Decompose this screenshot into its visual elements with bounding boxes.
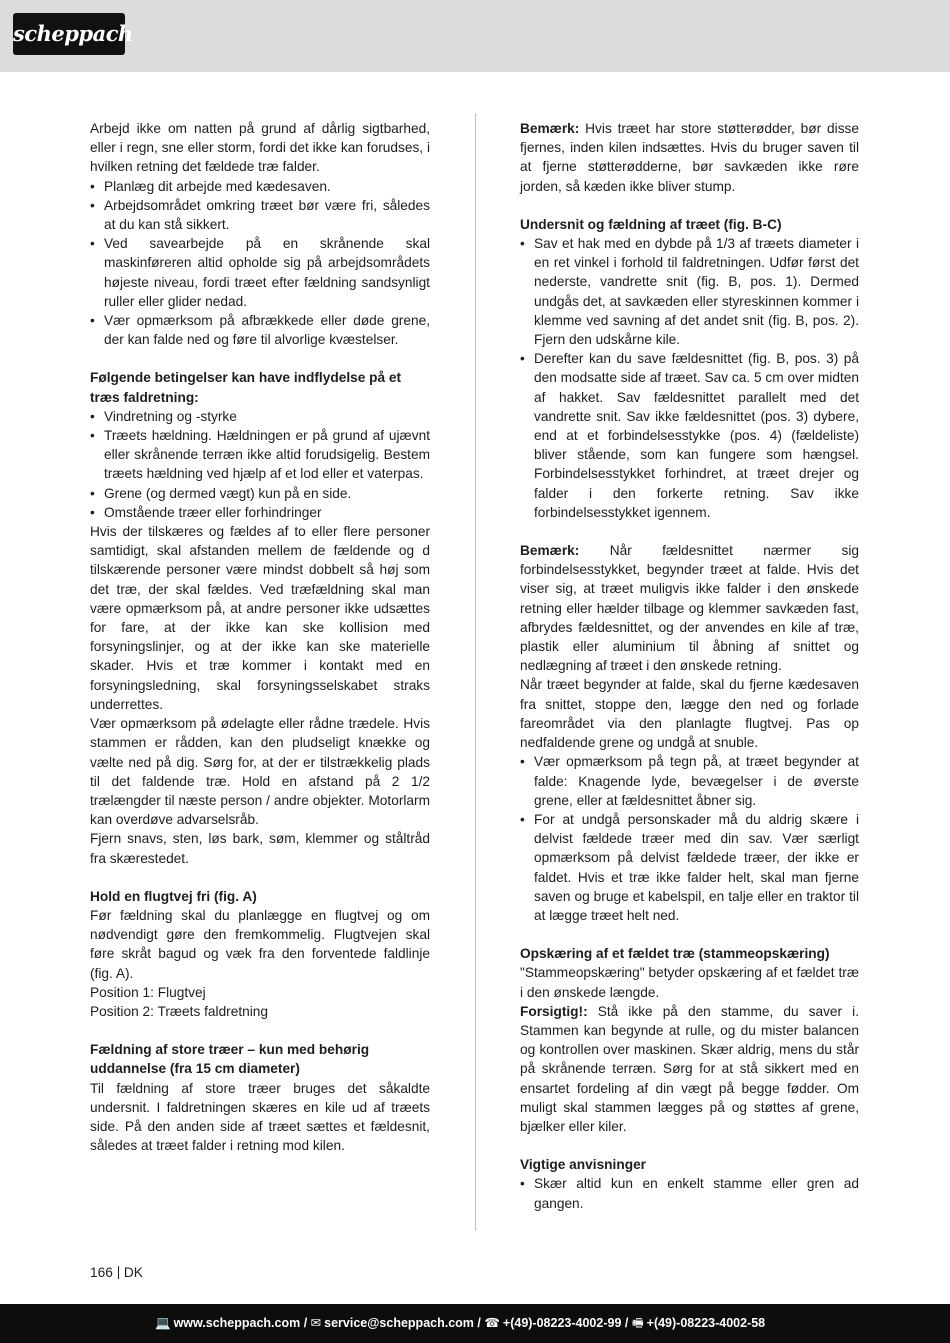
page-language: DK xyxy=(123,1265,143,1280)
conditions-paragraph: Hvis der tilskæres og fældes af to eller flere personer samtidigt, skal afstanden mellem de fældende og d tilskærende personer være mindst dobbelt så høj som det træ, der skal fældes. Ved træfældning skal man være opmærksom på, at andre personer ikke udsættes for fare, at der ikke kan ske kollision med forsyningslinjer, og at der ikke kan ske materielle skader. Hvis et træ kommer i kontakt med en forsyningsledning, skal forsyningsselskabet straks underrettes. xyxy=(90,524,430,712)
list-item: • Grene (og dermed vægt) kun på en side. xyxy=(90,484,430,503)
important-heading: Vigtige anvisninger xyxy=(520,1157,647,1173)
column-divider xyxy=(475,113,476,1231)
conditions-paragraph: Vær opmærksom på ødelagte eller rådne trædele. Hvis stammen er rådden, kan den pludseligt knække og vælte ned på dig. Sørg for, at der er tilstrækkelig plads til det faldende træ. Hold en afstand på 2 1/2 trælængder til næste person / andre objekter. Motorlarm kan overdøve advarselsråb. xyxy=(90,716,430,828)
caution-paragraph xyxy=(520,1002,859,1136)
conditions-bullet-list xyxy=(90,407,430,522)
page-number-separator xyxy=(118,1266,119,1279)
note-label: Bemærk: xyxy=(520,121,580,136)
list-item: • Vær opmærksom på tegn på, at træet begynder at falde: Knagende lyde, bevægelser i de øverste grene, eller at fældesnittet åbner sig. xyxy=(520,752,859,810)
undercut-bullet-list xyxy=(520,234,859,522)
note-paragraph xyxy=(520,541,859,675)
note-paragraph xyxy=(520,119,859,196)
footer-separator: / xyxy=(473,1316,485,1330)
important-bullet-list xyxy=(520,1174,859,1212)
list-item: • Planlæg dit arbejde med kædesaven. xyxy=(90,177,430,196)
note-text: Hvis træet har store støtterødder, bør disse fjernes, inden kilen indsættes. Hvis du bruger saven til at fjerne støtterødderne, bør savkæden ikke røre jorden, så kæden ikke bliver stump. xyxy=(520,121,859,194)
footer-website[interactable]: www.scheppach.com xyxy=(173,1316,301,1330)
footer-separator: / xyxy=(300,1316,311,1330)
footer-phone[interactable]: +(49)-08223-4002-99 xyxy=(502,1316,622,1330)
footer-fax[interactable]: +(49)-08223-4002-58 xyxy=(646,1316,766,1330)
list-item: • Ved savearbejde på en skrånende skal maskinføreren altid opholde sig på arbejdsområdets højeste niveau, fordi træet efter fældning sandsynligt ruller eller glider nedad. xyxy=(90,234,430,311)
page-number xyxy=(90,1265,143,1280)
phone-icon: ☎ xyxy=(484,1316,500,1330)
caution-label: Forsigtig!: xyxy=(520,1003,588,1019)
bucking-heading: Opskæring af et fældet træ (stammeopskæring) xyxy=(520,946,830,962)
footer-bar xyxy=(0,1304,950,1343)
escape-route-position-2: Position 2: Træets faldretning xyxy=(90,1003,269,1019)
list-item: • Skær altid kun en enkelt stamme eller gren ad gangen. xyxy=(520,1174,859,1212)
list-item: • For at undgå personskader må du aldrig skære i delvist fældede træer med din sav. Vær særligt opmærksom på delvist fældede træer, der ikke er faldet. Hvis et træ ikke falder helt, skal man fjerne saven og bruge et kabelspil, en talje eller en traktor til at lægge træet helt ned. xyxy=(520,810,859,925)
intro-paragraph: Arbejd ikke om natten på grund af dårlig sigtbarhed, eller i regn, sne eller storm, fordi det ikke kan forudses, i hvilken retning det fældede træ falder. xyxy=(90,121,430,175)
computer-icon: 💻 xyxy=(155,1316,171,1330)
undercut-heading: Undersnit og fældning af træet (fig. B-C) xyxy=(520,216,782,232)
list-item: • Arbejdsområdet omkring træet bør være fri, således at du kan stå sikkert. xyxy=(90,196,430,234)
footer-separator: / xyxy=(621,1316,632,1330)
falling-bullet-list xyxy=(520,752,859,925)
escape-route-position-1: Position 1: Flugtvej xyxy=(90,984,206,1000)
list-item: • Vindretning og -styrke xyxy=(90,407,430,426)
escape-route-heading: Hold en flugtvej fri (fig. A) xyxy=(90,888,257,904)
large-trees-heading: Fældning af store træer – kun med behørig uddannelse (fra 15 cm diameter) xyxy=(90,1042,370,1077)
conditions-paragraph: Fjern snavs, sten, løs bark, søm, klemmer og ståltråd fra skærestedet. xyxy=(90,831,430,866)
scheppach-logo: scheppach xyxy=(13,13,125,55)
list-item: • Træets hældning. Hældningen er på grund af ujævnt eller skrånende terræn ikke altid forudsigelig. Bestem træets hældning ved hjælp af et lod eller et vaterpas. xyxy=(90,426,430,484)
fax-icon: 🖷 xyxy=(631,1316,644,1330)
list-item: • Derefter kan du save fældesnittet (fig. B, pos. 3) på den modsatte side af træet. Sav ca. 5 cm over midten af hakket. Sav fældesnittet parallelt med det vandrette snit. Sav ikke fældesnittet (pos. 3) dybere, end at et forbindelsesstykke (pos. 4) (fældeliste) bliver stående, som kan fungere som hængsel. Forbindelsesstykket forhindret, at træet drejer og falder i den forkerte retning. Sav ikke forbindelsesstykket igennem. xyxy=(520,349,859,522)
falling-paragraph: Når træet begynder at falde, skal du fjerne kædesaven fra snittet, stoppe den, lægge den ned og forlade fareområdet via den planlagte flugtvej. Pas op nedfaldende grene og undgå at snuble. xyxy=(520,677,859,751)
bucking-paragraph: "Stammeopskæring" betyder opskæring af et fældet træ i den ønskede længde. xyxy=(520,965,859,1000)
list-item: • Omstående træer eller forhindringer xyxy=(90,503,430,522)
escape-route-paragraph: Før fældning skal du planlægge en flugtvej og om nødvendigt gøre den fremkommelig. Flugtvejen skal føre skråt bagud og væk fra den forventede faldlinje (fig. A). xyxy=(90,907,430,981)
large-trees-paragraph: Til fældning af store træer bruges det såkaldte undersnit. I faldretningen skæres en kile ud af træets side. På den anden side af træet sættes et fældesnit, således at træet falder i retning mod kilen. xyxy=(90,1080,430,1154)
list-item: • Vær opmærksom på afbrækkede eller døde grene, der kan falde ned og føre til alvorlige kvæstelser. xyxy=(90,311,430,349)
intro-bullet-list xyxy=(90,177,430,350)
footer-email[interactable]: service@scheppach.com xyxy=(324,1316,474,1330)
caution-text: Stå ikke på den stamme, du saver i. Stammen kan begynde at rulle, og du mister balancen og kontrollen over maskinen. Skær aldrig, mens du står på skrånende terræn. Sørg for at stå sikkert med en ensartet fordeling af din vægt på begge fødder. Om muligt skal stammen lægges på og støttes af grene, bjælker eller kiler. xyxy=(520,1003,859,1134)
page-number-value: 166 xyxy=(90,1265,113,1280)
list-item: • Sav et hak med en dybde på 1/3 af træets diameter i en ret vinkel i forhold til faldretningen. Udfør først det nederste, vandrette snit (fig. B, pos. 1). Dermed undgås det, at savkæden eller styreskinnen kommer i klemme ved savning af det andet snit (fig. B, pos. 2). Fjern den udskårne kile. xyxy=(520,234,859,349)
note-text: Når fældesnittet nærmer sig forbindelsesstykket, begynder træet at falde. Hvis det viser sig, at træet muligvis ikke falder i den ønskede retning eller hælder tilbage og klemmer savkæden fast, afbrydes fældesnittet, og der anvendes en kile af træ, plastik eller aluminium til åbning af snittet og nedlægning af træet i den ønskede retning. xyxy=(520,543,859,674)
footer-contact xyxy=(155,1304,765,1343)
note-label: Bemærk: xyxy=(520,543,580,559)
envelope-icon: ✉ xyxy=(310,1316,322,1330)
right-column xyxy=(520,119,859,1213)
left-column xyxy=(90,119,430,1155)
conditions-heading: Følgende betingelser kan have indflydelse på et træs faldretning: xyxy=(90,370,402,405)
header-bar xyxy=(0,0,950,72)
